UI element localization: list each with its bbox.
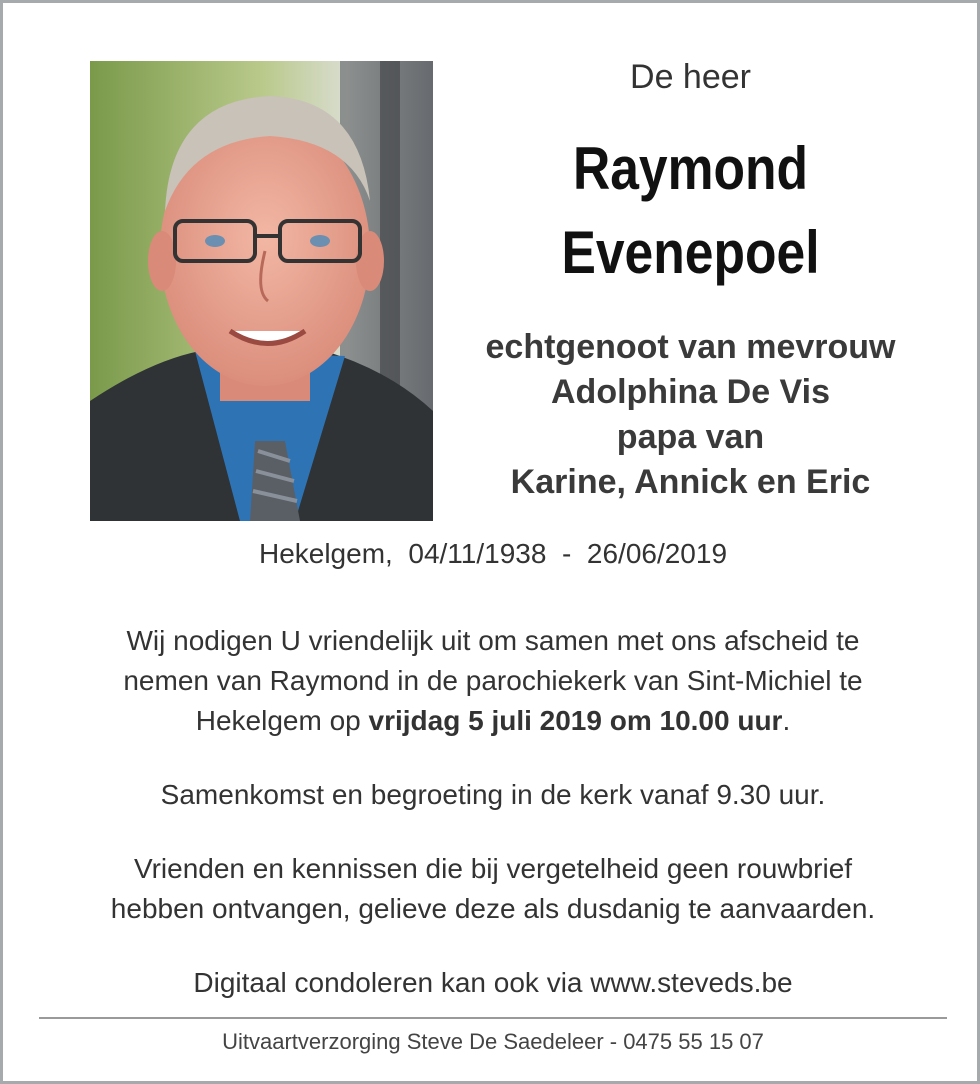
invitation-line: Wij nodigen U vriendelijk uit om samen met ons afscheid te bbox=[126, 625, 860, 656]
friends-line: hebben ontvangen, gelieve deze als dusdanig te aanvaarden. bbox=[110, 893, 876, 924]
gathering-paragraph: Samenkomst en begroeting in de kerk vanaf 9.30 uur. bbox=[160, 779, 826, 810]
date-separator: - bbox=[562, 538, 572, 569]
body-text bbox=[43, 621, 943, 1003]
friends-line: Vrienden en kennissen die bij vergetelheid geen rouwbrief bbox=[133, 853, 853, 884]
invitation-paragraph bbox=[43, 621, 943, 741]
relation-line: Adolphina De Vis bbox=[551, 373, 830, 411]
portrait-photo bbox=[90, 61, 433, 521]
friends-paragraph bbox=[43, 849, 943, 929]
first-name: Raymond bbox=[572, 135, 809, 202]
portrait-illustration bbox=[90, 61, 433, 521]
footer-divider bbox=[39, 1017, 947, 1019]
invitation-line: . bbox=[782, 705, 791, 736]
invitation-line: nemen van Raymond in de parochiekerk van Sint-Michiel te bbox=[123, 665, 863, 696]
birth-date: 04/11/1938 bbox=[408, 538, 547, 569]
ceremony-datetime: vrijdag 5 juli 2019 om 10.00 uur bbox=[368, 705, 783, 736]
relation-line: Karine, Annick en Eric bbox=[510, 463, 871, 501]
salutation: De heer bbox=[630, 58, 751, 96]
header-block bbox=[458, 55, 923, 505]
place: Hekelgem, bbox=[258, 538, 393, 569]
invitation-line: Hekelgem op bbox=[195, 705, 369, 736]
funeral-director: Uitvaartverzorging Steve De Saedeleer - 0475 55 15 07 bbox=[222, 1029, 764, 1054]
deceased-name bbox=[491, 127, 891, 295]
condolence-paragraph: Digitaal condoleren kan ook via www.steveds.be bbox=[193, 967, 793, 998]
death-date: 26/06/2019 bbox=[586, 538, 728, 569]
relation-line: echtgenoot van mevrouw bbox=[485, 328, 896, 366]
relations bbox=[458, 325, 923, 505]
place-and-dates bbox=[3, 538, 980, 570]
last-name: Evenepoel bbox=[561, 219, 820, 286]
relation-line: papa van bbox=[616, 418, 765, 456]
